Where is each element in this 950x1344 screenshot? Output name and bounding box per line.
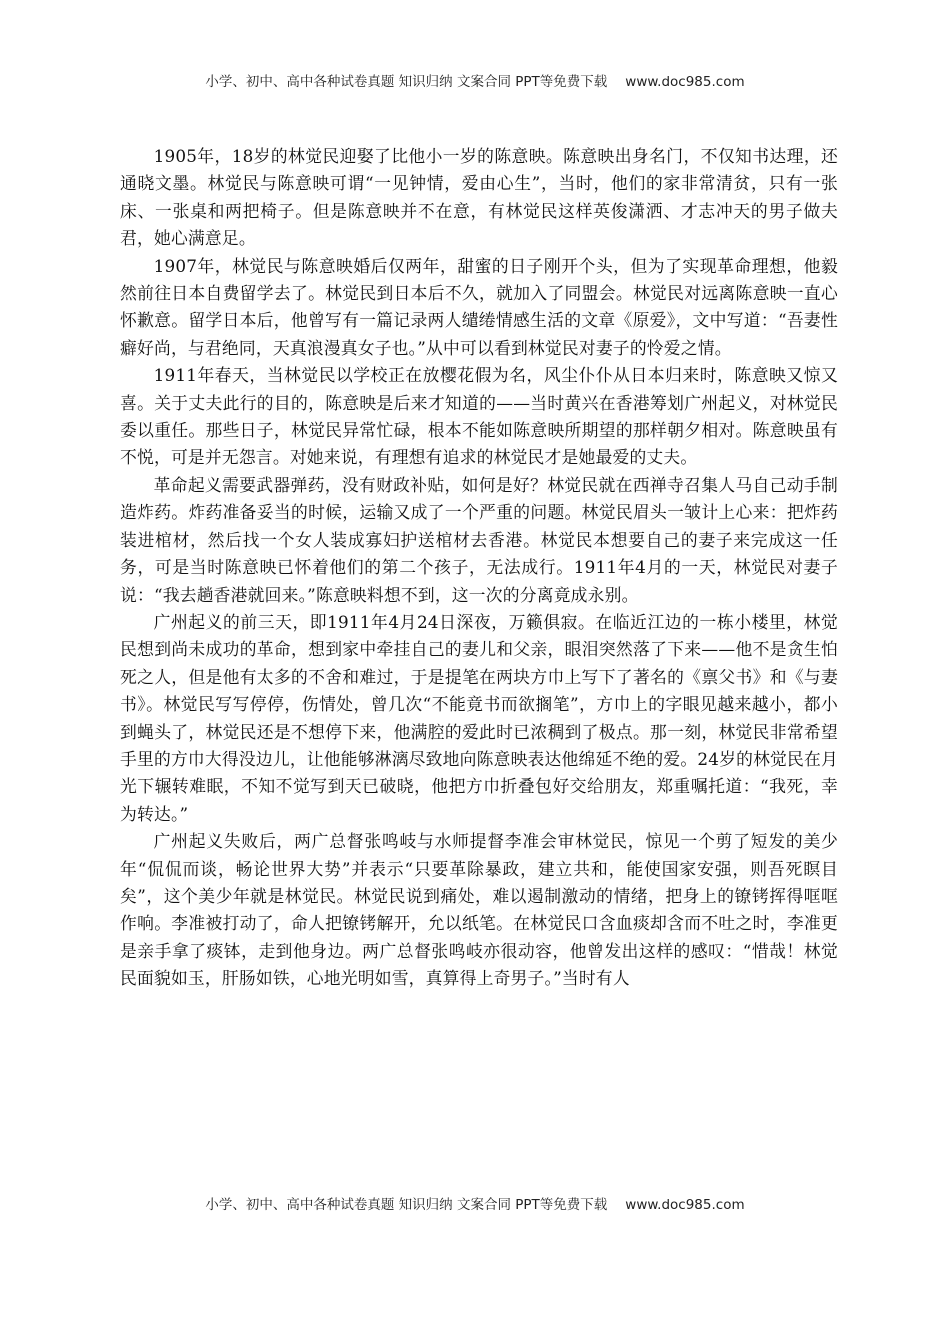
header-text: 小学、初中、高中各种试卷真题 知识归纳 文案合同 PPT等免费下载 bbox=[205, 74, 608, 90]
header-url: www.doc985.com bbox=[625, 74, 745, 90]
page-header bbox=[0, 70, 950, 90]
paragraph-6: 广州起义失败后，两广总督张鸣岐与水师提督李准会审林觉民，惊见一个剪了短发的美少年“侃侃而谈，畅论世界大势”并表示“只要革除暴政，建立共和，能使国家安强，则吾死瞑目矣”，这个美少年就是林觉民。林觉民说到痛处，难以遏制激动的情绪，把身上的镣铐挥得哐哐作响。李准被打动了，命人把镣铐解开，允以纸笔。在林觉民口含血痰却含而不吐之时，李准更是亲手拿了痰钵，走到他身边。两广总督张鸣岐亦很动容，他曾发出这样的感叹：“惜哉！林觉民面貌如玉，肝肠如铁，心地光明如雪，真算得上奇男子。”当时有人 bbox=[120, 831, 838, 989]
paragraph-1: 1905年，18岁的林觉民迎娶了比他小一岁的陈意映。陈意映出身名门，不仅知书达理，还通晓文墨。林觉民与陈意映可谓“一见钟情，爱由心生”，当时，他们的家非常清贫，只有一张床、一张桌和两把椅子。但是陈意映并不在意，有林觉民这样英俊潇洒、才志冲天的男子做夫君，她心满意足。 bbox=[120, 146, 838, 249]
page-footer bbox=[0, 1193, 950, 1213]
paragraph-3: 1911年春天，当林觉民以学校正在放樱花假为名，风尘仆仆从日本归来时，陈意映又惊又喜。关于丈夫此行的目的，陈意映是后来才知道的——当时黄兴在香港筹划广州起义，对林觉民委以重任。那些日子，林觉民异常忙碌，根本不能如陈意映所期望的那样朝夕相对。陈意映虽有不悦，可是并无怨言。对她来说，有理想有追求的林觉民才是她最爱的丈夫。 bbox=[120, 365, 838, 468]
footer-text: 小学、初中、高中各种试卷真题 知识归纳 文案合同 PPT等免费下载 bbox=[205, 1197, 608, 1213]
paragraph-5: 广州起义的前三天，即1911年4月24日深夜，万籁俱寂。在临近江边的一栋小楼里，林觉民想到尚未成功的革命，想到家中牵挂自己的妻儿和父亲，眼泪突然落了下来——他不是贪生怕死之人，但是他有太多的不舍和难过，于是提笔在两块方巾上写下了著名的《禀父书》和《与妻书》。林觉民写写停停，伤情处，曾几次“不能竟书而欲搁笔”，方巾上的字眼见越来越小，都小到蝇头了，林觉民还是不想停下来，他满腔的爱此时已浓稠到了极点。那一刻，林觉民非常希望手里的方巾大得没边儿，让他能够淋漓尽致地向陈意映表达他绵延不绝的爱。24岁的林觉民在月光下辗转难眠，不知不觉写到天已破晓，他把方巾折叠包好交给朋友，郑重嘱托道：“我死，幸为转达。” bbox=[120, 611, 838, 824]
article-body bbox=[120, 143, 838, 993]
paragraph-2: 1907年，林觉民与陈意映婚后仅两年，甜蜜的日子刚开个头，但为了实现革命理想，他毅然前往日本自费留学去了。林觉民到日本后不久，就加入了同盟会。林觉民对远离陈意映一直心怀歉意。留学日本后，他曾写有一篇记录两人缱绻情感生活的文章《原爱》，文中写道：“吾妻性癖好尚，与君绝同，天真浪漫真女子也。”从中可以看到林觉民对妻子的怜爱之情。 bbox=[120, 255, 838, 358]
footer-url: www.doc985.com bbox=[625, 1197, 745, 1213]
paragraph-4: 革命起义需要武器弹药，没有财政补贴，如何是好？林觉民就在西禅寺召集人马自己动手制造炸药。炸药准备妥当的时候，运输又成了一个严重的问题。林觉民眉头一皱计上心来：把炸药装进棺材，然后找一个女人装成寡妇护送棺材去香港。林觉民本想要自己的妻子来完成这一任务，可是当时陈意映已怀着他们的第二个孩子，无法成行。1911年4月的一天，林觉民对妻子说：“我去趟香港就回来。”陈意映料想不到，这一次的分离竟成永别。 bbox=[120, 474, 838, 605]
